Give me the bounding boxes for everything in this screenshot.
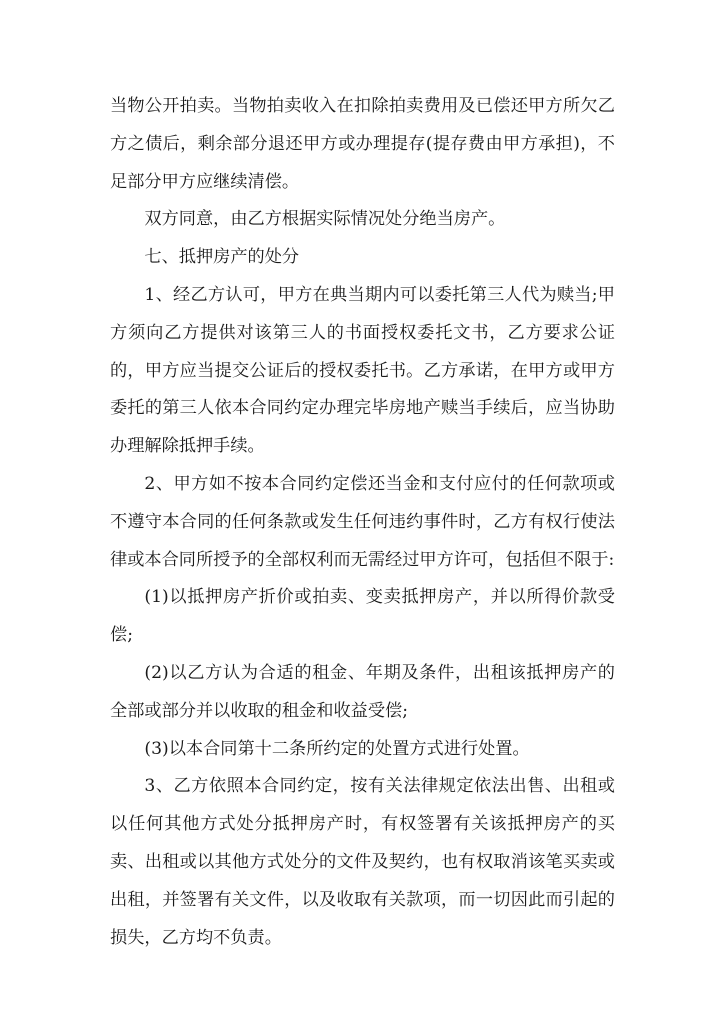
clause-2-item-2: (2)以乙方认为合适的租金、年期及条件，出租该抵押房产的全部或部分并以收取的租金和收益受偿; xyxy=(110,662,615,721)
paragraph-agreement-disposal: 双方同意，由乙方根据实际情况处分绝当房产。 xyxy=(144,209,506,230)
section-heading-seven: 七、抵押房产的处分 xyxy=(144,247,300,268)
clause-1: 1、经乙方认可，甲方在典当期内可以委托第三人代为赎当;甲方须向乙方提供对该第三人的书面授权委托文书，乙方要求公证的，甲方应当提交公证后的授权委托书。乙方承诺，在甲方或甲方委托的第三人依本合同约定办理完毕房地产赎当手续后，应当协助办理解除抵押手续。 xyxy=(110,284,615,457)
clause-2: 2、甲方如不按本合同约定偿还当金和支付应付的任何款项或不遵守本合同的任何条款或发生任何违约事件时，乙方有权行使法律或本合同所授予的全部权利而无需经过甲方许可，包括但不限于: xyxy=(110,473,615,570)
document-page xyxy=(110,88,615,957)
clause-2-item-1: (1)以抵押房产折价或拍卖、变卖抵押房产，并以所得价款受偿; xyxy=(110,587,615,646)
clause-2-item-3: (3)以本合同第十二条所约定的处置方式进行处置。 xyxy=(144,738,530,759)
paragraph-auction-proceeds: 当物公开拍卖。当物拍卖收入在扣除拍卖费用及已偿还甲方所欠乙方之债后，剩余部分退还甲方或办理提存(提存费由甲方承担)，不足部分甲方应继续清偿。 xyxy=(110,96,615,192)
clause-3: 3、乙方依照本合同约定，按有关法律规定依法出售、出租或以任何其他方式处分抵押房产时，有权签署有关该抵押房产的买卖、出租或以其他方式处分的文件及契约，也有权取消该笔买卖或出租，并签署有关文件，以及收取有关款项，而一切因此而引起的损失，乙方均不负责。 xyxy=(110,776,615,948)
